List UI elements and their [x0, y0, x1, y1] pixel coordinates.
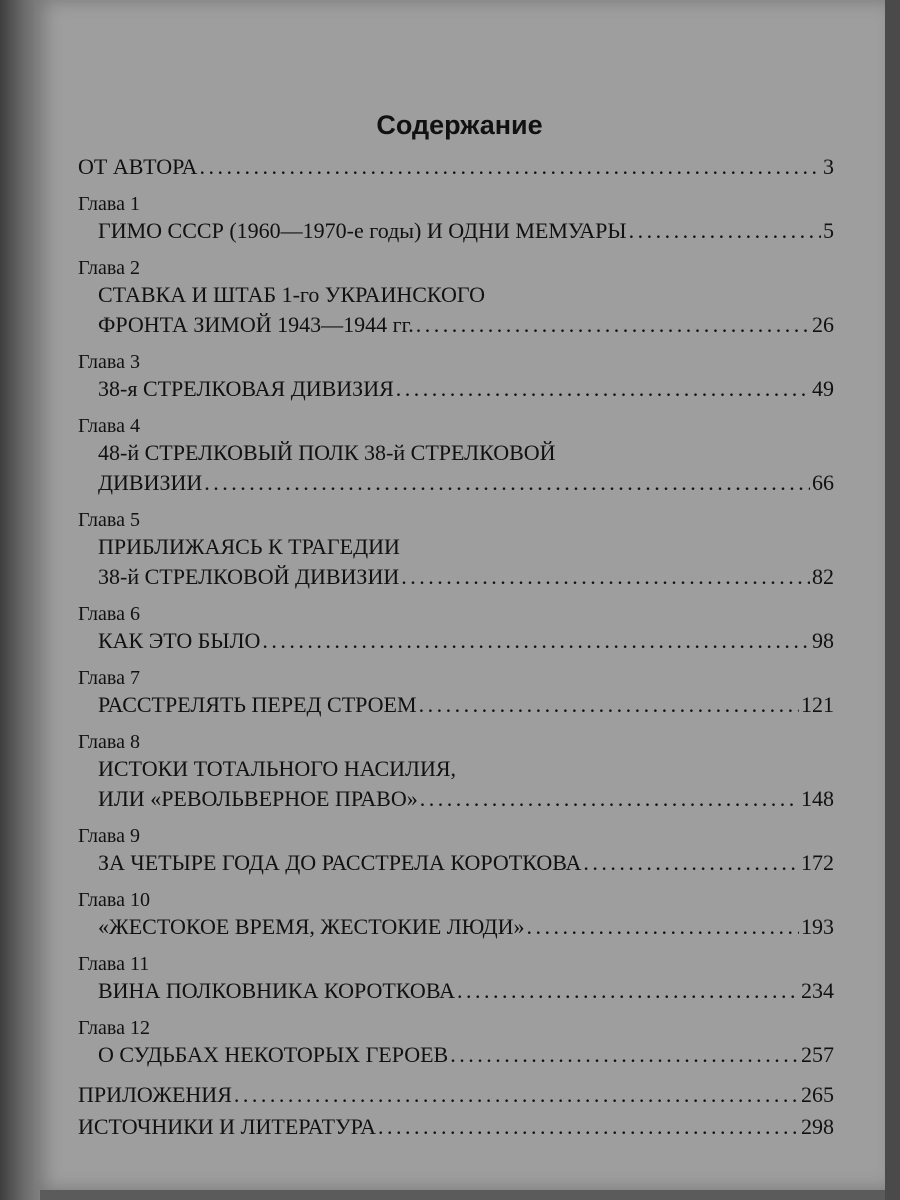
entry-page-number: 298	[801, 1114, 834, 1139]
book-page	[34, 0, 885, 1190]
entry-page-number: 66	[812, 470, 834, 495]
toc-chapter-entry	[78, 666, 834, 720]
chapter-label: Глава 4	[78, 415, 140, 437]
dot-leader	[262, 626, 810, 656]
entry-page-number: 257	[801, 1042, 834, 1067]
chapter-title-line: СТАВКА И ШТАБ 1-го УКРАИНСКОГО	[98, 282, 485, 307]
chapter-label: Глава 10	[78, 889, 150, 911]
chapter-label: Глава 7	[78, 667, 140, 689]
toc-line	[78, 152, 834, 182]
dot-leader	[457, 976, 799, 1006]
entry-title: РАССТРЕЛЯТЬ ПЕРЕД СТРОЕМ	[98, 692, 417, 717]
entry-page-number: 82	[812, 564, 834, 589]
toc-line	[78, 562, 834, 592]
dot-leader	[199, 152, 821, 182]
entry-page-number: 193	[801, 914, 834, 939]
chapter-title-line: 48-й СТРЕЛКОВЫЙ ПОЛК 38-й СТРЕЛКОВОЙ	[98, 440, 556, 465]
dot-leader	[450, 1040, 799, 1070]
dot-leader	[419, 690, 799, 720]
chapter-label: Глава 6	[78, 603, 140, 625]
toc-line	[78, 626, 834, 656]
toc-entry	[78, 1112, 834, 1142]
chapter-title-line: ПРИБЛИЖАЯСЬ К ТРАГЕДИИ	[98, 534, 400, 559]
dot-leader	[401, 562, 810, 592]
toc-chapter-entry	[78, 256, 834, 340]
entry-page-number: 5	[823, 218, 834, 243]
entry-title: О СУДЬБАХ НЕКОТОРЫХ ГЕРОЕВ	[98, 1042, 449, 1067]
toc-line	[78, 310, 834, 340]
chapter-label: Глава 1	[78, 193, 140, 215]
entry-title: «ЖЕСТОКОЕ ВРЕМЯ, ЖЕСТОКИЕ ЛЮДИ»	[98, 914, 525, 939]
entry-page-number: 121	[801, 692, 834, 717]
entry-title: ВИНА ПОЛКОВНИКА КОРОТКОВА	[98, 978, 455, 1003]
toc-chapter-entry	[78, 824, 834, 878]
toc-chapter-entry	[78, 602, 834, 656]
entry-page-number: 49	[812, 376, 834, 401]
entry-title: ОТ АВТОРА	[78, 154, 198, 179]
entry-page-number: 265	[801, 1082, 834, 1107]
chapter-label: Глава 3	[78, 351, 140, 373]
toc-chapter-entry	[78, 350, 834, 404]
entry-page-number: 172	[801, 850, 834, 875]
chapter-label: Глава 2	[78, 257, 140, 279]
entry-title: ГИМО СССР (1960—1970-е годы) И ОДНИ МЕМУАРЫ	[98, 218, 627, 243]
page-edge-shadow	[885, 0, 900, 1200]
toc-line	[78, 784, 834, 814]
entry-title: КАК ЭТО БЫЛО	[98, 628, 261, 653]
chapter-label: Глава 5	[78, 509, 140, 531]
chapter-label: Глава 9	[78, 825, 140, 847]
toc-line	[78, 976, 834, 1006]
entry-title: ФРОНТА ЗИМОЙ 1943—1944 гг.	[98, 312, 414, 337]
entry-page-number: 148	[801, 786, 834, 811]
dot-leader	[629, 216, 821, 246]
toc-chapter-entry	[78, 888, 834, 942]
toc-line	[78, 848, 834, 878]
dot-leader	[396, 374, 810, 404]
toc-chapter-entry	[78, 508, 834, 592]
entry-page-number: 3	[823, 154, 834, 179]
toc-line	[78, 912, 834, 942]
entry-title: ПРИЛОЖЕНИЯ	[78, 1082, 232, 1107]
contents-heading: Содержание	[376, 110, 543, 140]
toc-line	[78, 374, 834, 404]
table-of-contents	[78, 152, 834, 1144]
entry-title: ИЛИ «РЕВОЛЬВЕРНОЕ ПРАВО»	[98, 786, 418, 811]
toc-chapter-entry	[78, 952, 834, 1006]
toc-entry	[78, 152, 834, 182]
chapter-label: Глава 8	[78, 731, 140, 753]
toc-line	[78, 1040, 834, 1070]
dot-leader	[527, 912, 799, 942]
toc-chapter-entry	[78, 414, 834, 498]
toc-line	[78, 1080, 834, 1110]
dot-leader	[416, 310, 810, 340]
toc-line	[78, 216, 834, 246]
entry-title: ДИВИЗИИ	[98, 470, 203, 495]
entry-page-number: 26	[812, 312, 834, 337]
dot-leader	[420, 784, 799, 814]
dot-leader	[583, 848, 799, 878]
chapter-label: Глава 12	[78, 1017, 150, 1039]
toc-chapter-entry	[78, 1016, 834, 1070]
toc-line	[78, 690, 834, 720]
entry-title: ИСТОЧНИКИ И ЛИТЕРАТУРА	[78, 1114, 376, 1139]
toc-line	[78, 1112, 834, 1142]
toc-entry	[78, 1080, 834, 1110]
chapter-title-line: ИСТОКИ ТОТАЛЬНОГО НАСИЛИЯ,	[98, 756, 457, 781]
entry-title: 38-я СТРЕЛКОВАЯ ДИВИЗИЯ	[98, 376, 394, 401]
toc-line	[78, 468, 834, 498]
entry-page-number: 234	[801, 978, 834, 1003]
dot-leader	[378, 1112, 799, 1142]
dot-leader	[234, 1080, 799, 1110]
chapter-label: Глава 11	[78, 953, 150, 975]
entry-title: 38-й СТРЕЛКОВОЙ ДИВИЗИИ	[98, 564, 400, 589]
entry-page-number: 98	[812, 628, 834, 653]
dot-leader	[204, 468, 810, 498]
entry-title: ЗА ЧЕТЫРЕ ГОДА ДО РАССТРЕЛА КОРОТКОВА	[98, 850, 582, 875]
toc-chapter-entry	[78, 730, 834, 814]
toc-chapter-entry	[78, 192, 834, 246]
